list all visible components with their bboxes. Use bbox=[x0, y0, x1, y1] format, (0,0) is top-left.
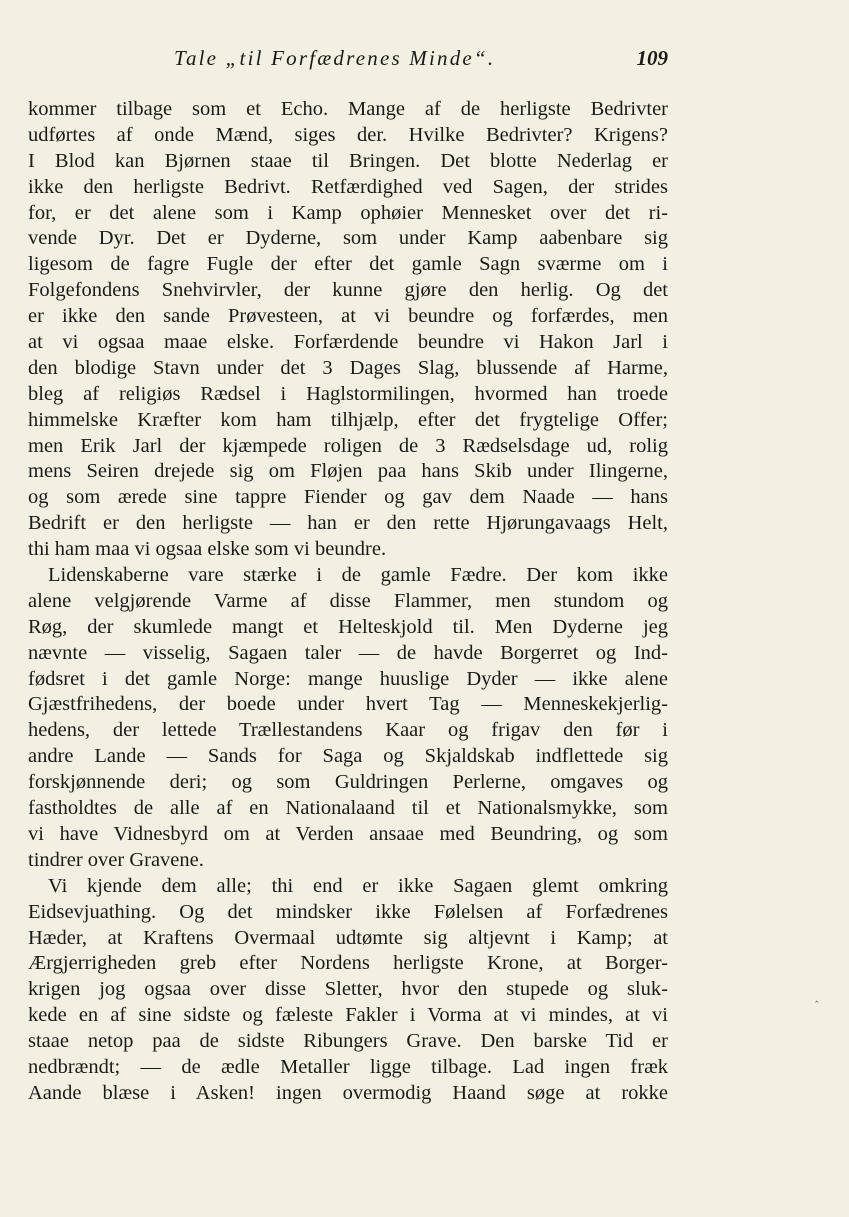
text-line: staae netop paa de sidste Ribungers Grave. Den barske Tid er bbox=[28, 1030, 668, 1053]
text-line: Folgefondens Snehvirvler, der kunne gjøre den herlig. Og det bbox=[28, 279, 668, 302]
text-line: I Blod kan Bjørnen staae til Bringen. Det blotte Nederlag er bbox=[28, 149, 668, 172]
body-text bbox=[28, 97, 668, 1107]
page-header bbox=[150, 46, 670, 74]
text-line: Hæder, at Kraftens Overmaal udtømte sig altjevnt i Kamp; at bbox=[28, 926, 668, 949]
text-line: forskjønnende deri; og som Guldringen Perlerne, omgaves og bbox=[28, 771, 668, 794]
text-line: tindrer over Gravene. bbox=[28, 848, 204, 871]
text-line: nedbrændt; — de ædle Metaller ligge tilbage. Lad ingen fræk bbox=[28, 1055, 668, 1078]
page-number: 109 bbox=[636, 46, 668, 70]
text-line: Eidsevjuathing. Og det mindsker ikke Følelsen af Forfædrenes bbox=[28, 900, 668, 923]
text-line: Lidenskaberne vare stærke i de gamle Fædre. Der kom ikke bbox=[48, 564, 668, 587]
text-line: Vi kjende dem alle; thi end er ikke Sagaen glemt omkring bbox=[48, 874, 668, 897]
text-line: Ærgjerrigheden greb efter Nordens herligste Krone, at Borger- bbox=[28, 952, 668, 975]
text-line: krigen jog ogsaa over disse Sletter, hvor den stupede og sluk- bbox=[28, 978, 668, 1001]
text-line: vi have Vidnesbyrd om at Verden ansaae med Beundring, og som bbox=[28, 822, 668, 845]
text-line: himmelske Kræfter kom ham tilhjælp, efter det frygtelige Offer; bbox=[28, 408, 668, 431]
text-line: er ikke den sande Prøvesteen, at vi beundre og forfærdes, men bbox=[28, 305, 668, 328]
text-line: udførtes af onde Mænd, siges der. Hvilke Bedrivter? Krigens? bbox=[28, 123, 668, 146]
text-line: fødsret i det gamle Norge: mange huuslige Dyder — ikke alene bbox=[28, 667, 668, 690]
text-line: mens Seiren drejede sig om Fløjen paa hans Skib under Ilingerne, bbox=[28, 460, 668, 483]
text-line: Røg, der skumlede mangt et Helteskjold til. Men Dyderne jeg bbox=[28, 615, 668, 638]
text-line: alene velgjørende Varme af disse Flammer, men stundom og bbox=[28, 589, 668, 612]
text-line: for, er det alene som i Kamp ophøier Mennesket over det ri- bbox=[28, 201, 668, 224]
text-line: andre Lande — Sands for Saga og Skjaldskab indflettede sig bbox=[28, 745, 668, 768]
text-line: vende Dyr. Det er Dyderne, som under Kamp aabenbare sig bbox=[28, 227, 668, 250]
text-line: den blodige Stavn under det 3 Dages Slag, blussende af Harme, bbox=[28, 356, 668, 379]
text-line: hedens, der lettede Trællestandens Kaar og frigav den før i bbox=[28, 719, 668, 742]
text-line: thi ham maa vi ogsaa elske som vi beundre. bbox=[28, 538, 387, 561]
text-line: fastholdtes de alle af en Nationalaand til et Nationalsmykke, som bbox=[28, 797, 668, 820]
text-line: Gjæstfrihedens, der boede under hvert Tag — Menneskekjerlig- bbox=[28, 693, 668, 716]
running-title: Tale „til Forfædrenes Minde“. bbox=[174, 46, 496, 70]
text-line: bleg af religiøs Rædsel i Haglstormilingen, hvormed han troede bbox=[28, 382, 668, 405]
text-line: kommer tilbage som et Echo. Mange af de herligste Bedrivter bbox=[28, 98, 668, 120]
text-line: Aande blæse i Asken! ingen overmodig Haand søge at rokke bbox=[28, 1081, 668, 1104]
text-line: men Erik Jarl der kjæmpede roligen de 3 Rædselsdage ud, rolig bbox=[28, 434, 668, 457]
text-line: og som ærede sine tappre Fiender og gav dem Naade — hans bbox=[28, 486, 668, 509]
text-line: Bedrift er den herligste — han er den rette Hjørungavaags Helt, bbox=[28, 512, 668, 535]
text-line: at vi ogsaa maae elske. Forfærdende beundre vi Hakon Jarl i bbox=[28, 331, 668, 354]
text-line: ikke den herligste Bedrivt. Retfærdighed ved Sagen, der strides bbox=[28, 175, 668, 198]
text-line: nævnte — visselig, Sagaen taler — de havde Borgerret og Ind- bbox=[28, 641, 668, 664]
text-line: ligesom de fagre Fugle der efter det gamle Sagn sværme om i bbox=[28, 253, 668, 276]
margin-mark: ‸ bbox=[815, 992, 819, 1003]
text-line: kede en af sine sidste og fæleste Fakler i Vorma at vi mindes, at vi bbox=[28, 1004, 668, 1027]
